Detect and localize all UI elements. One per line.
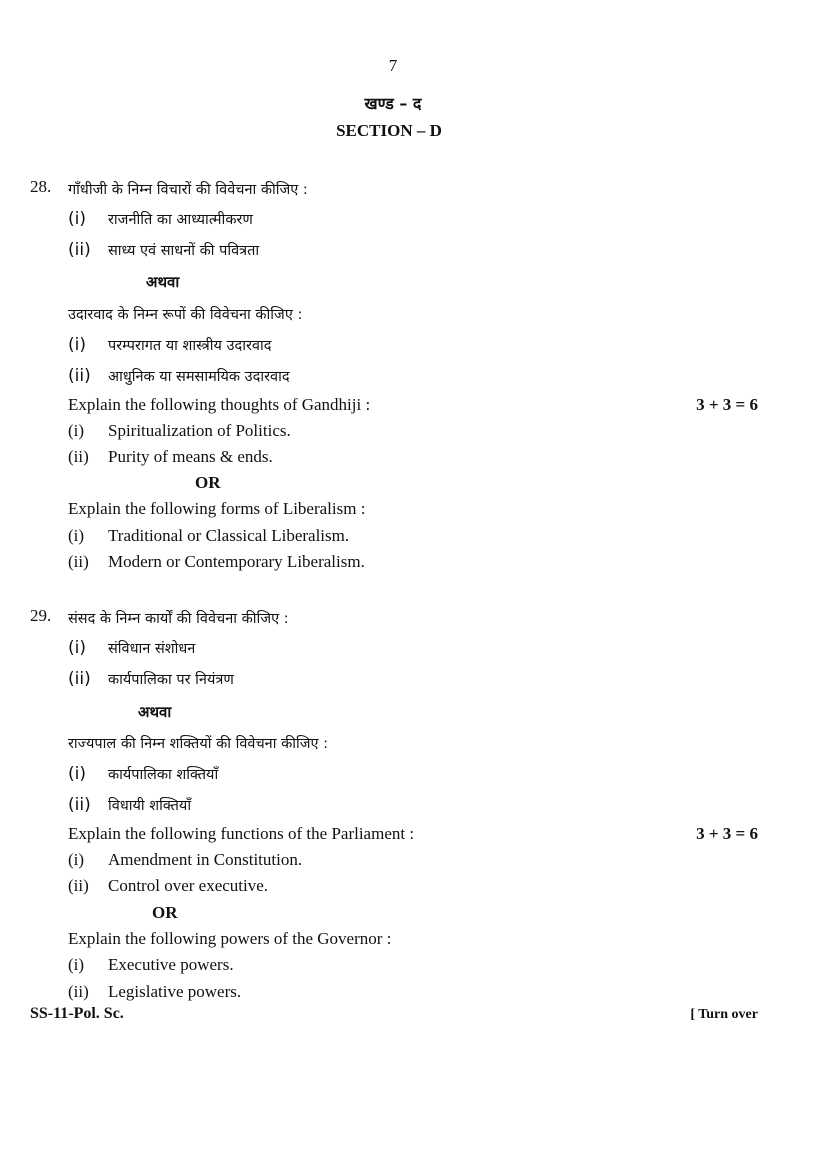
marks-allocation: 3 + 3 = 6 bbox=[696, 395, 758, 414]
question-prompt-english: Explain the following thoughts of Gandhiji : bbox=[68, 395, 371, 414]
item-text: परम्परागत या शास्त्रीय उदारवाद bbox=[108, 338, 272, 354]
turn-over-note: [ Turn over bbox=[690, 1007, 758, 1022]
item-label: (i) bbox=[68, 955, 85, 974]
item-text: कार्यपालिका पर नियंत्रण bbox=[108, 672, 234, 688]
item-label: (i) bbox=[68, 421, 85, 440]
list-item bbox=[68, 209, 253, 229]
item-label: (ii) bbox=[68, 447, 89, 466]
item-text: Spiritualization of Politics. bbox=[108, 421, 291, 440]
item-label: (i) bbox=[68, 526, 85, 545]
item-label: (ii) bbox=[68, 795, 91, 815]
item-text: राजनीति का आध्यात्मीकरण bbox=[108, 212, 253, 228]
alt-prompt-english: Explain the following forms of Liberalism : bbox=[68, 499, 366, 518]
or-separator-english: OR bbox=[152, 903, 178, 922]
alt-prompt-english: Explain the following powers of the Governor : bbox=[68, 929, 392, 948]
list-item bbox=[68, 240, 259, 260]
item-label: (ii) bbox=[68, 552, 89, 571]
section-title-hindi: खण्ड – द bbox=[364, 94, 422, 113]
item-text: Amendment in Constitution. bbox=[108, 850, 303, 869]
question-prompt-hindi: गाँधीजी के निम्न विचारों की विवेचना कीजिए : bbox=[68, 182, 308, 198]
list-item bbox=[68, 552, 365, 572]
item-text: Legislative powers. bbox=[108, 982, 242, 1001]
item-text: Executive powers. bbox=[108, 955, 234, 974]
alt-prompt-hindi: उदारवाद के निम्न रूपों की विवेचना कीजिए : bbox=[68, 307, 303, 323]
list-item bbox=[68, 447, 273, 467]
or-separator-hindi: अथवा bbox=[146, 273, 180, 291]
question-number: 29. bbox=[30, 606, 52, 625]
list-item bbox=[68, 526, 349, 546]
section-title-english: SECTION – D bbox=[336, 121, 442, 140]
list-item bbox=[68, 982, 241, 1002]
list-item bbox=[68, 366, 290, 386]
list-item bbox=[68, 335, 271, 355]
page-number: 7 bbox=[388, 56, 398, 75]
item-label: (i) bbox=[68, 764, 86, 784]
item-label: (ii) bbox=[68, 240, 91, 260]
item-text: संविधान संशोधन bbox=[108, 641, 196, 657]
item-text: आधुनिक या समसामयिक उदारवाद bbox=[108, 369, 290, 385]
or-separator-hindi: अथवा bbox=[138, 703, 172, 721]
item-text: Control over executive. bbox=[108, 876, 269, 895]
question-number: 28. bbox=[30, 177, 52, 196]
paper-code: SS-11-Pol. Sc. bbox=[30, 1005, 124, 1022]
item-label: (ii) bbox=[68, 366, 91, 386]
item-text: कार्यपालिका शक्तियाँ bbox=[108, 767, 219, 783]
item-label: (i) bbox=[68, 209, 86, 229]
list-item bbox=[68, 955, 234, 975]
list-item bbox=[68, 850, 302, 870]
item-label: (i) bbox=[68, 638, 86, 658]
question-prompt-hindi: संसद के निम्न कार्यों की विवेचना कीजिए : bbox=[68, 611, 289, 627]
item-text: Traditional or Classical Liberalism. bbox=[108, 526, 350, 545]
item-text: विधायी शक्तियाँ bbox=[108, 798, 192, 814]
list-item bbox=[68, 764, 218, 784]
list-item bbox=[68, 876, 268, 896]
item-text: साध्य एवं साधनों की पवित्रता bbox=[108, 243, 260, 259]
alt-prompt-hindi: राज्यपाल की निम्न शक्तियों की विवेचना कीजिए : bbox=[68, 736, 329, 752]
item-label: (i) bbox=[68, 850, 85, 869]
list-item bbox=[68, 638, 195, 658]
item-label: (i) bbox=[68, 335, 86, 355]
list-item bbox=[68, 669, 234, 689]
or-separator-english: OR bbox=[195, 473, 221, 492]
item-text: Modern or Contemporary Liberalism. bbox=[108, 552, 365, 571]
question-prompt-english: Explain the following functions of the Parliament : bbox=[68, 824, 415, 843]
list-item bbox=[68, 421, 291, 441]
item-label: (ii) bbox=[68, 669, 91, 689]
marks-allocation: 3 + 3 = 6 bbox=[696, 824, 758, 843]
item-label: (ii) bbox=[68, 876, 89, 895]
item-label: (ii) bbox=[68, 982, 89, 1001]
item-text: Purity of means & ends. bbox=[108, 447, 273, 466]
list-item bbox=[68, 795, 191, 815]
